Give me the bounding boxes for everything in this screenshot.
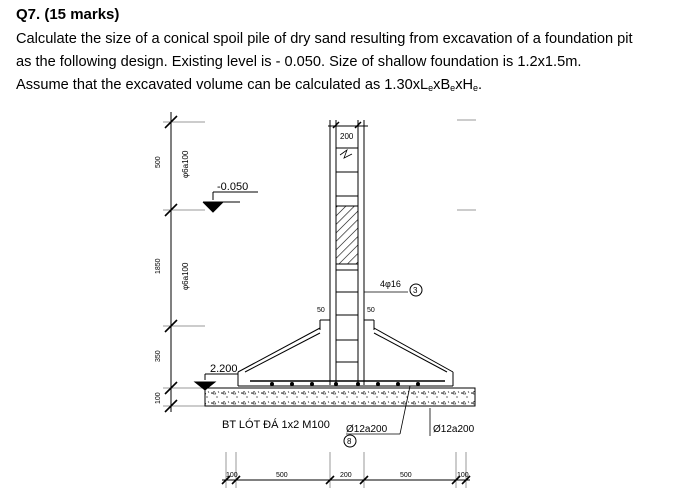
bottom-dim-3: 200 [340, 472, 352, 479]
left-bar-label-2: φ6a100 [181, 262, 190, 290]
level-marker-top [203, 192, 258, 212]
footing-rebar-dots [270, 382, 420, 386]
formula-prefix: Assume that the excavated volume can be calculated as 1.30xL [16, 77, 429, 93]
left-bar-label-1: φ6a100 [181, 150, 190, 178]
level-bottom-label: 2.200 [210, 363, 238, 375]
subscript-e: e [450, 83, 456, 93]
column-width-dim [328, 122, 368, 128]
question-line-2: as the following design. Existing level is - 0.050. Size of shallow foundation is 1.2x1.5m. [16, 54, 582, 70]
lean-concrete-layer [205, 388, 475, 406]
level-top-label: -0.050 [217, 181, 249, 193]
callout-3-label: 3 [413, 286, 418, 295]
question-line-1: Calculate the size of a conical spoil pile of dry sand resulting from excavation of a foundation pit [16, 31, 633, 47]
column [330, 120, 364, 385]
left-dim-4: 100 [155, 392, 162, 404]
main-rebar-label: 4φ16 [380, 279, 401, 289]
bottom-dimension-chain [222, 452, 470, 488]
formula-h: H [462, 77, 474, 93]
multiply-sign: x [433, 77, 441, 93]
question-header: Q7. (15 marks) [16, 6, 120, 23]
multiply-sign: x [455, 77, 463, 93]
right-side-marks [457, 120, 476, 210]
column-width-label: 200 [340, 132, 354, 141]
bottom-dim-1: 100 [226, 472, 238, 479]
left-dim-3: 350 [155, 350, 162, 362]
callout-8-label: 8 [347, 437, 352, 446]
formula-b: B [440, 77, 451, 93]
bottom-dim-2: 500 [276, 472, 288, 479]
chamfer-left-label: 50 [317, 307, 325, 314]
subscript-e: e [428, 83, 434, 93]
chamfer-right-label: 50 [367, 307, 375, 314]
footing [238, 320, 453, 386]
subscript-e: e [473, 83, 479, 93]
bottom-dim-4: 500 [400, 472, 412, 479]
footing-bar-label-right: Ø12a200 [433, 424, 475, 435]
left-dim-2: 1850 [155, 258, 162, 274]
left-dim-1: 500 [155, 156, 162, 168]
lean-concrete-label: BT LÓT ĐÁ 1x2 M100 [222, 419, 330, 431]
period: . [478, 77, 483, 93]
footing-bar-label: Ø12a200 [346, 424, 388, 435]
bottom-dim-5: 100 [457, 472, 469, 479]
